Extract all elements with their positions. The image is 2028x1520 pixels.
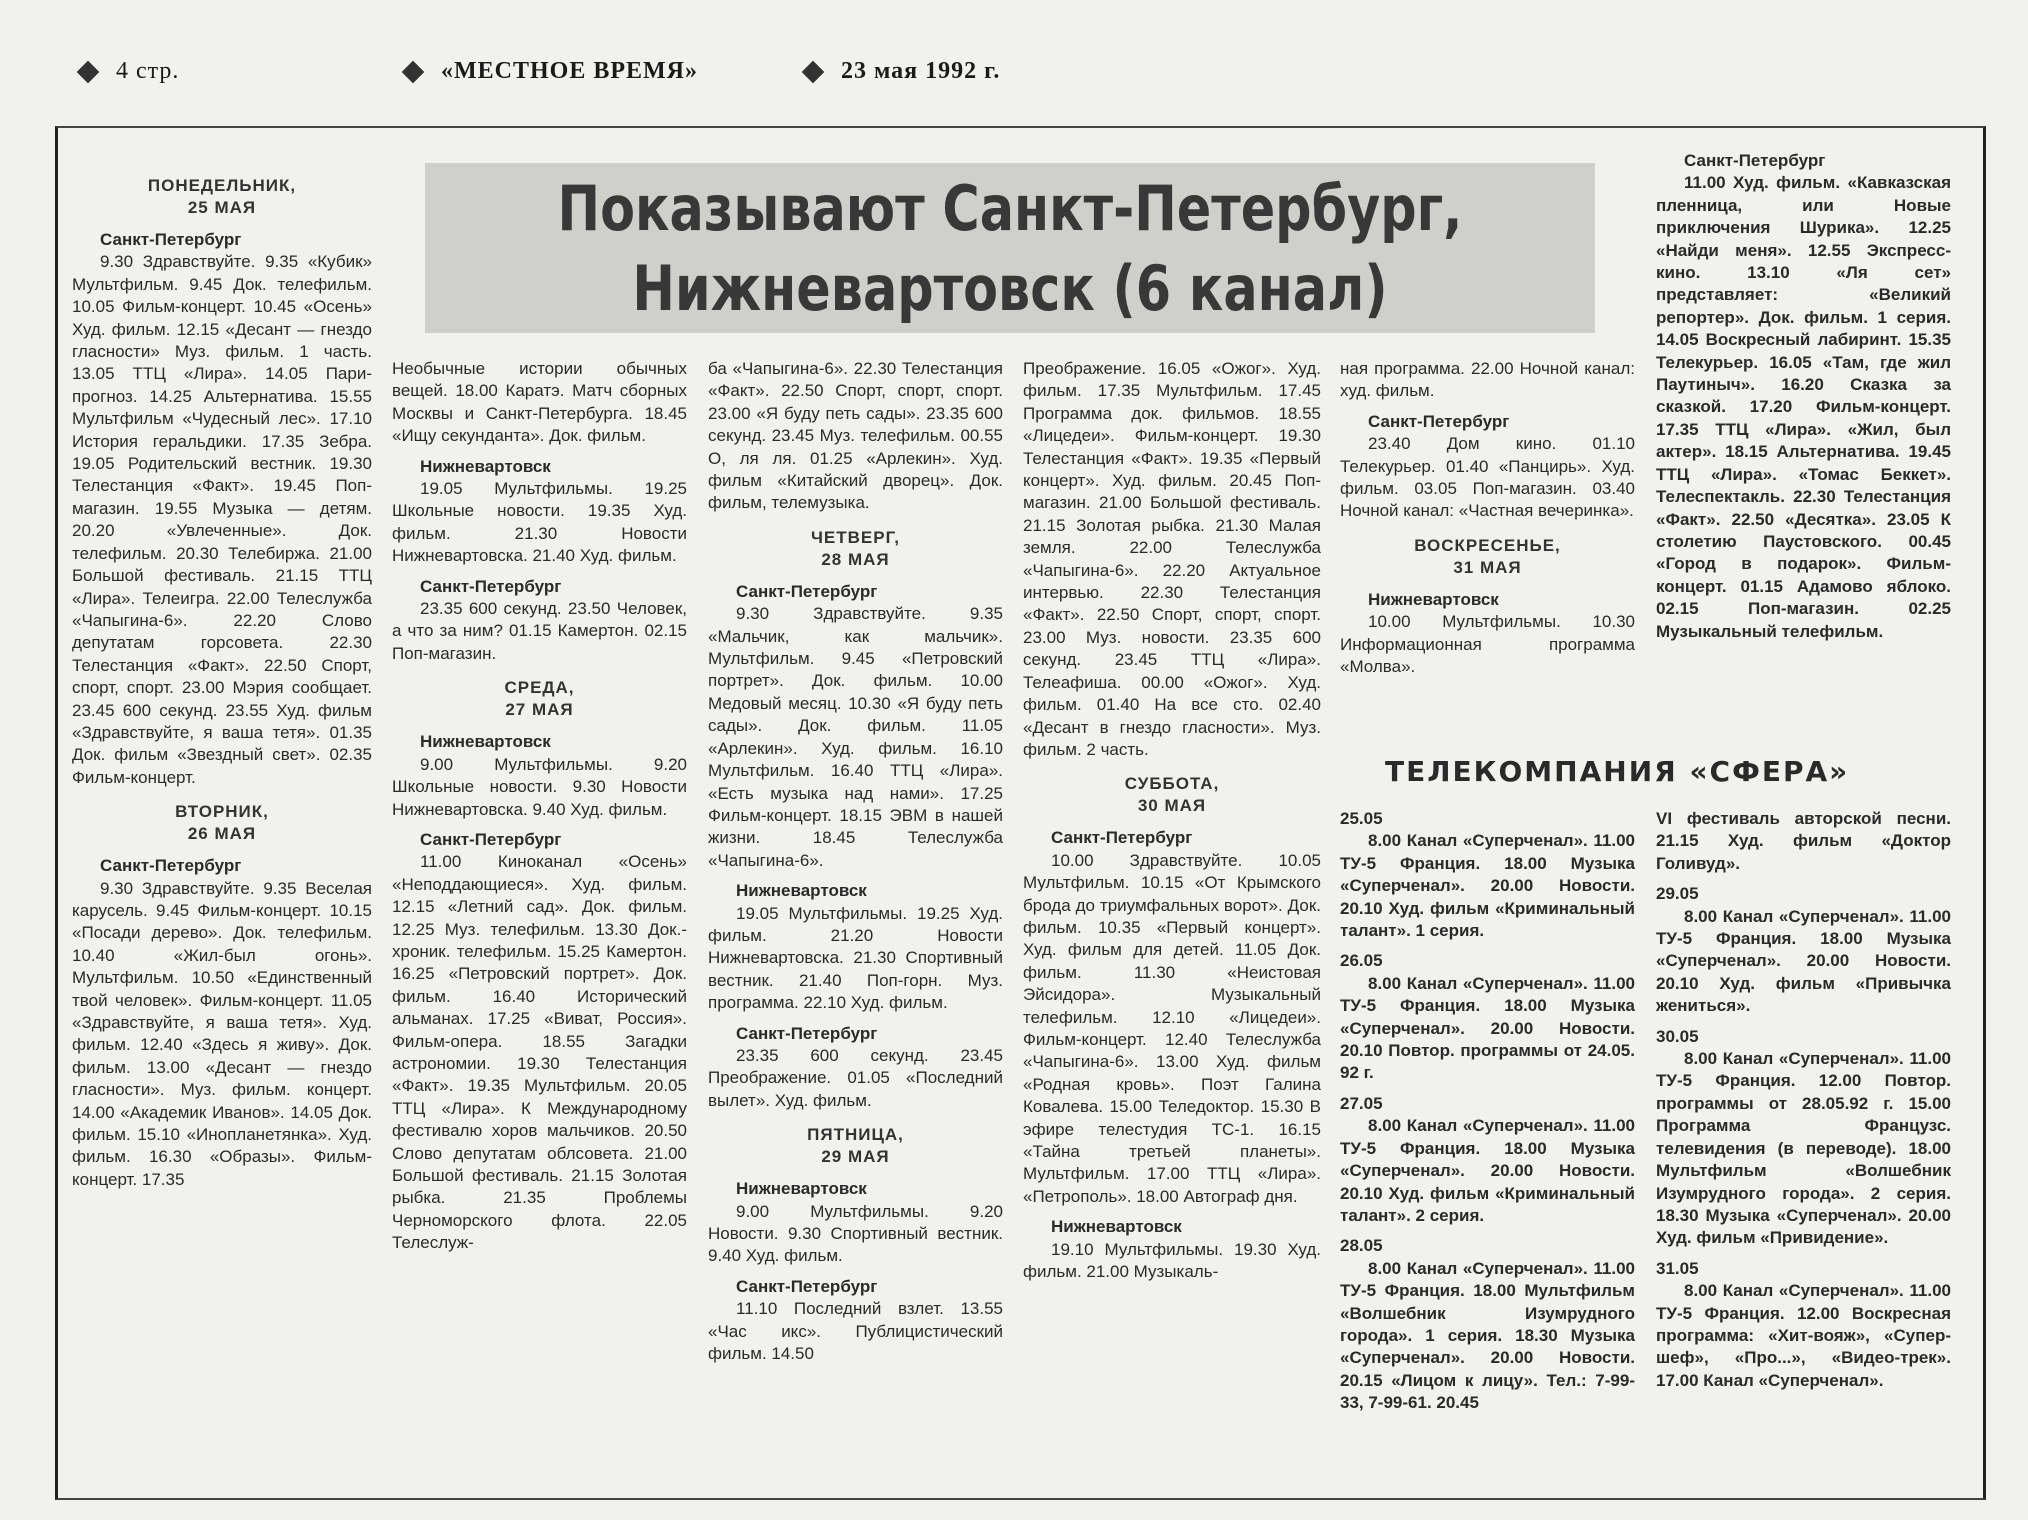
- channel-city: Санкт-Петербург: [1368, 411, 1510, 431]
- headline-line-1: Показывают Санкт-Петербург,: [557, 172, 1463, 245]
- channel-city: Нижневартовск: [1368, 589, 1499, 609]
- schedule-text: 19.10 Мультфильмы. 19.30 Худ. фильм. 21.00 Музыкаль-: [1023, 1239, 1321, 1282]
- diamond-icon: [802, 61, 825, 84]
- schedule-text: ба «Чапыгина-6». 22.30 Телестанция «Факт». 22.50 Спорт, спорт, спорт. 23.00 «Я буду петь сады». 23.35 600 секунд. 23.45 Муз. телефильм. 00.55 О, ля ля. 01.25 «Арлекин». Худ. фильм «Китайский дворец». Док. фильм, телемузыка.: [708, 359, 1003, 513]
- channel-city: Санкт-Петербург: [1684, 151, 1826, 170]
- schedule-text: 8.00 Канал «Суперченал». 11.00 ТУ-5 Франция. 18.00 Музыка «Суперченал». 20.00 Новости. 20.10 Повтор. программы от 24.05. 92 г.: [1340, 973, 1635, 1083]
- schedule-text: 19.05 Мультфильмы. 19.25 Школьные новости. 19.35 Худ. фильм. 21.30 Новости Нижневартовска. 21.40 Худ. фильм.: [392, 479, 687, 566]
- channel-city: Нижневартовск: [420, 732, 551, 752]
- issue-date: 23 мая 1992 г.: [805, 58, 1000, 85]
- schedule-text: 9.30 Здравствуйте. 9.35 «Кубик» Мультфильм. 9.45 Док. телефильм. 10.05 Фильм-концерт. 10.45 «Осень» Худ. фильм. 12.15 «Десант — гнездо гласности» Муз. фильм. 1 часть. 13.05 ТТЦ «Лира». 14.05 Пари-прогноз. 14.25 Альтернатива. 15.55 Мультфильм «Чудесный лес». 17.10 История геральдики. 17.35 Зебра. 19.05 Родительский вестник. 19.30 Телестанция «Факт». 19.45 Поп-магазин. 19.55 Музыка — детям. 20.20 «Увлеченные». Док. телефильм. 20.30 Телебиржа. 21.00 Большой фестиваль. 21.15 ТТЦ «Лира». Телеигра. 22.00 Телеслужба «Чапыгина-6». 22.20 Слово депутатам горсовета. 22.30 Телестанция «Факт». 22.50 Спорт, спорт, спорт. 23.00 Мэрия сообщает. 23.45 600 секунд. 23.55 Худ. фильм «Здравствуйте, я ваша тетя». 01.35 Док. фильм «Звездный свет». 02.35 Фильм-концерт.: [72, 252, 372, 787]
- sfera-column-2: [1656, 808, 1951, 1392]
- day-heading: СРЕДА, 27 МАЯ: [504, 678, 575, 720]
- schedule-text: VI фестиваль авторской песни. 21.15 Худ. фильм «Доктор Голивуд».: [1656, 809, 1951, 873]
- schedule-text: 10.00 Мультфильмы. 10.30 Информационная программа «Молва».: [1340, 612, 1635, 677]
- day-heading: ВОСКРЕСЕНЬЕ, 31 МАЯ: [1414, 535, 1561, 577]
- schedule-text: Необычные истории обычных вещей. 18.00 Каратэ. Матч сборных Москвы и Санкт-Петербурга. 18.45 «Ищу секунданта». Док. фильм.: [392, 359, 687, 446]
- channel-city: Санкт-Петербург: [736, 1276, 878, 1296]
- column-2: [392, 358, 687, 1255]
- schedule-text: 8.00 Канал «Суперченал». 11.00 ТУ-5 Франция. 18.00 Музыка «Суперченал». 20.00 Новости. 20.10 Худ. фильм «Криминальный талант». 1 серия.: [1340, 831, 1635, 941]
- schedule-text: 11.10 Последний взлет. 13.55 «Час икс». Публицистический фильм. 14.50: [708, 1299, 1003, 1364]
- column-4: [1023, 358, 1321, 1283]
- channel-city: Нижневартовск: [736, 881, 867, 901]
- day-heading: ПЯТНИЦА, 29 МАЯ: [807, 1125, 904, 1167]
- page-header: [70, 58, 1970, 98]
- schedule-text: 9.00 Мультфильмы. 9.20 Новости. 9.30 Спортивный вестник. 9.40 Худ. фильм.: [708, 1201, 1003, 1266]
- schedule-date: 28.05: [1340, 1236, 1383, 1256]
- schedule-text: 9.30 Здравствуйте. 9.35 Веселая карусель. 9.45 Фильм-концерт. 10.15 «Посади дерево». Док. телефильм. 10.40 «Жил-был огонь». Мультфильм. 10.50 «Единственный твой человек». Фильм-концерт. 11.05 «Здравствуйте, я ваша тетя». Худ. фильм. 12.40 «Здесь я живу». Док. фильм. 13.00 «Десант — гнездо гласности». Муз. фильм. концерт. 14.00 «Академик Иванов». 14.05 Док. фильм. 15.10 «Инопланетянка». Худ. фильм. 16.30 «Образы». Фильм-концерт. 17.35: [72, 878, 372, 1189]
- schedule-text: ная программа. 22.00 Ночной канал: худ. фильм.: [1340, 359, 1635, 401]
- channel-city: Нижневартовск: [1051, 1217, 1182, 1237]
- schedule-text: 11.00 Худ. фильм. «Кавказская пленница, или Новые приключения Шурика». 12.25 «Найди меня». 12.55 Экспресс-кино. 13.10 «Ля сет» представляет: «Великий репортер». Док. фильм. 1 серия. 14.05 Воскресный лабиринт. 15.35 Телекурьер. 16.05 «Там, где жил Паутиныч». 16.20 Сказка за сказкой. 17.20 Фильм-концерт. 17.35 ТТЦ «Лира». «Жил, был актер». 18.15 Альтернатива. 19.45 ТТЦ «Лира». «Томас Беккет». Телеспектакль. 22.30 Телестанция «Факт». 22.50 «Десятка». 23.05 К столетию Паустовского. 00.45 «Город в подарок». Фильм-концерт. 01.15 Адамово яблоко. 02.15 Поп-магазин. 02.25 Музыкальный телефильм.: [1656, 173, 1951, 641]
- headline: [530, 163, 1489, 329]
- day-heading: СУББОТА, 30 МАЯ: [1124, 774, 1220, 816]
- schedule-date: 27.05: [1340, 1093, 1383, 1113]
- schedule-text: 8.00 Канал «Суперченал». 11.00 ТУ-5 Франция. 12.00 Повтор. программы от 28.05.92 г. 15.00 Программа Французс. телевидения (в переводе). 18.00 Мультфильм «Волшебник Изумрудного города». 2 серия. 18.30 Музыка «Суперченал». 20.00 Худ. фильм «Привидение».: [1656, 1049, 1951, 1248]
- column-6: [1656, 150, 1951, 643]
- channel-city: Санкт-Петербург: [1051, 828, 1193, 848]
- channel-city: Нижневартовск: [736, 1179, 867, 1199]
- column-3: [708, 358, 1003, 1365]
- schedule-date: 29.05: [1656, 884, 1699, 904]
- sfera-column-1: [1340, 808, 1635, 1415]
- schedule-text: 10.00 Здравствуйте. 10.05 Мультфильм. 10.15 «От Крымского брода до триумфальных ворот». Док. фильм. 10.35 «Первый концерт». Худ. фильм для детей. 11.05 Док. фильм. 11.30 «Неистовая Эйсидора». Музыкальный телефильм. 12.10 «Лицедеи». Фильм-концерт. 12.40 Телеслужба «Чапыгина-6». 13.00 Худ. фильм «Родная кровь». Поэт Галина Ковалева. 15.00 Теледоктор. 15.30 В эфире телестудия ТС-1. 16.15 «Тайна третьей планеты». Мультфильм. 17.00 ТТЦ «Лира». «Петрополь». 18.00 Автограф дня.: [1023, 850, 1321, 1206]
- channel-city: Санкт-Петербург: [736, 1023, 878, 1043]
- schedule-text: 9.30 Здравствуйте. 9.35 «Мальчик, как мальчик». Мультфильм. 9.45 «Петровский портрет». Док. фильм. 10.00 Медовый месяц. 10.30 «Я буду петь сады». Док. фильм. 11.05 «Арлекин». Худ. фильм. 16.10 Мультфильм. 16.40 ТТЦ «Лира». «Есть музыка над нами». 17.25 Фильм-концерт. 18.15 ЭВМ в нашей жизни. 18.45 Телеслужба «Чапыгина-6».: [708, 604, 1003, 870]
- newspaper-name: «МЕСТНОЕ ВРЕМЯ»: [405, 58, 698, 85]
- schedule-date: 30.05: [1656, 1026, 1699, 1046]
- day-heading: ПОНЕДЕЛЬНИК, 25 МАЯ: [147, 176, 297, 217]
- column-1: [72, 175, 372, 1191]
- schedule-date: 26.05: [1340, 951, 1383, 971]
- channel-city: Санкт-Петербург: [420, 829, 562, 849]
- schedule-text: 8.00 Канал «Суперченал». 11.00 ТУ-5 Франция. 18.00 Музыка «Суперченал». 20.00 Новости. 20.10 Худ. фильм «Криминальный талант». 2 серия.: [1340, 1116, 1635, 1225]
- channel-city: Санкт-Петербург: [100, 856, 242, 876]
- channel-city: Санкт-Петербург: [736, 581, 878, 601]
- schedule-date: 31.05: [1656, 1258, 1699, 1278]
- headline-box: [425, 163, 1595, 333]
- schedule-text: 11.00 Киноканал «Осень» «Неподдающиеся». Худ. фильм. 12.15 «Летний сад». Док. фильм. 12.25 Муз. телефильм. 13.30 Док.-хроник. телефильм. 15.25 Камертон. 16.25 «Петровский портрет». Док. фильм. 16.40 Исторический альманах. 17.25 «Виват, Россия». Фильм-опера. 18.55 Загадки астрономии. 19.30 Телестанция «Факт». 19.35 Мультфильм. 20.05 ТТЦ «Лира». К Международному фестивалю хоров мальчиков. 20.50 Слово депутатам облсовета. 21.00 Большой фестиваль. 21.15 Золотая рыбка. 21.35 Проблемы Черноморского флота. 22.05 Телеслуж-: [392, 852, 687, 1253]
- schedule-text: 23.35 600 секунд. 23.45 Преображение. 01.05 «Последний вылет». Худ. фильм.: [708, 1045, 1003, 1110]
- schedule-text: 23.40 Дом кино. 01.10 Телекурьер. 01.40 «Панцирь». Худ. фильм. 03.05 Поп-магазин. 03.40 Ночной канал: «Частная вечеринка».: [1340, 434, 1635, 521]
- schedule-text: 23.35 600 секунд. 23.50 Человек, а что за ним? 01.15 Камертон. 02.15 Поп-магазин.: [392, 599, 687, 663]
- headline-line-2: Нижневартовск (6 канал): [632, 252, 1388, 325]
- schedule-text: 8.00 Канал «Суперченал». 11.00 ТУ-5 Франция. 18.00 Мультфильм «Волшебник Изумрудного города». 1 серия. 18.30 Музыка «Суперченал». 20.00 Новости. 20.15 «Лицом к лицу». Тел.: 7-99-33, 7-99-61. 20.45: [1340, 1258, 1635, 1413]
- schedule-text: Преображение. 16.05 «Ожог». Худ. фильм. 17.35 Мультфильм. 17.45 Программа док. фильмов. 18.55 «Лицедеи». Фильм-концерт. 19.30 Телестанция «Факт». 19.35 «Первый концерт». Худ. фильм. 20.45 Поп-магазин. 21.00 Большой фестиваль. 21.15 Золотая рыбка. 21.30 Малая земля. 22.00 Телеслужба «Чапыгина-6». 22.20 Актуальное интервью. 22.30 Телестанция «Факт». 22.50 Спорт, спорт, спорт. 23.00 Муз. новости. 23.35 600 секунд. 23.45 ТТЦ «Лира». Телеафиша. 00.00 «Ожог». Худ. фильм. 01.40 На все сто. 02.40 «Десант в гнездо гласности». Муз. фильм. 2 часть.: [1023, 359, 1321, 759]
- column-5: [1340, 358, 1635, 678]
- channel-city: Нижневартовск: [420, 456, 551, 476]
- channel-city: Санкт-Петербург: [100, 230, 242, 249]
- schedule-text: 19.05 Мультфильмы. 19.25 Худ. фильм. 21.20 Новости Нижневартовска. 21.30 Спортивный вестник. 21.40 Поп-горн. Муз. программа. 22.10 Худ. фильм.: [708, 903, 1003, 1013]
- channel-city: Санкт-Петербург: [420, 576, 562, 596]
- day-heading: ВТОРНИК, 26 МАЯ: [175, 802, 269, 844]
- diamond-icon: [402, 61, 425, 84]
- schedule-date: 25.05: [1340, 809, 1383, 828]
- schedule-text: 9.00 Мультфильмы. 9.20 Школьные новости. 9.30 Новости Нижневартовска. 9.40 Худ. фильм.: [392, 754, 687, 819]
- sfera-section-title: ТЕЛЕКОМПАНИЯ «СФЕРА»: [1385, 755, 1850, 788]
- schedule-text: 8.00 Канал «Суперченал». 11.00 ТУ-5 Франция. 18.00 Музыка «Суперченал». 20.00 Новости. 20.10 Худ. фильм «Привычка жениться».: [1656, 906, 1951, 1016]
- schedule-text: 8.00 Канал «Суперченал». 11.00 ТУ-5 Франция. 12.00 Воскресная программа: «Хит-вояж», «Супер-шеф», «Про...», «Видео-трек». 17.00 Канал «Суперченал».: [1656, 1281, 1951, 1390]
- diamond-icon: [77, 61, 100, 84]
- page-number: 4 стр.: [80, 58, 179, 85]
- day-heading: ЧЕТВЕРГ, 28 МАЯ: [810, 527, 901, 569]
